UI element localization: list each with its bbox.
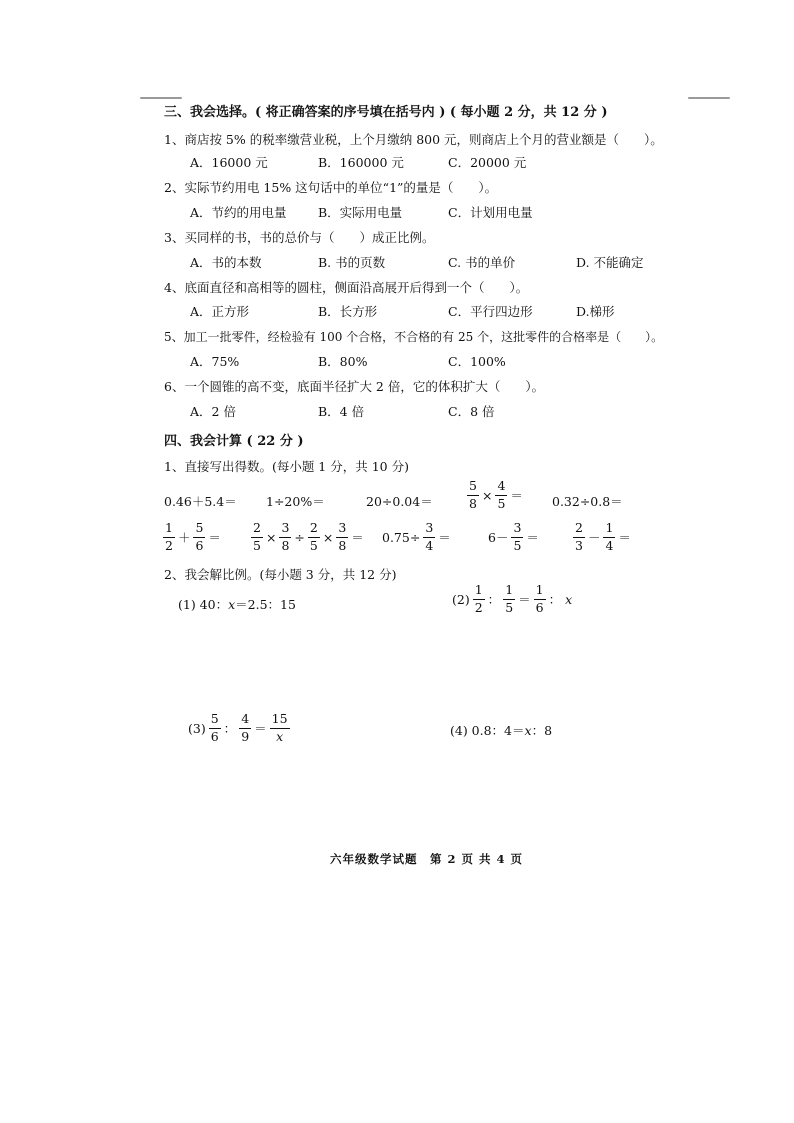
fraction: $\frac{5}{8}$: [469, 478, 477, 511]
q6-option-b: B．4 倍: [318, 404, 365, 419]
fraction: $\frac{1}{4}$: [605, 520, 614, 553]
q3-option-a: A．书的本数: [190, 255, 262, 270]
proportion-1: (1) 40：x＝2.5：15: [178, 597, 296, 612]
scan-mark-left: [140, 97, 182, 99]
fraction: $\frac{2}{5}$: [309, 520, 318, 553]
q4-option-b: B．长方形: [318, 304, 378, 319]
fraction: $\frac{2}{5}$: [253, 520, 261, 553]
calc-r1-e3: 20÷0.04＝: [366, 494, 433, 509]
question-5: 5、加工一批零件，经检验有 100 个合格，不合格的有 25 个，这批零件的合格率是（ ）。: [164, 330, 664, 344]
q6-option-a: A．2 倍: [190, 404, 236, 419]
q2-option-c: C．计划用电量: [448, 205, 533, 220]
proportion-4: (4) 0.8：4＝x：8: [450, 723, 553, 738]
section3-title: 三、我会选择。( 将正确答案的序号填在括号内 ) ( 每小题 2 分，共 12 分 ): [164, 105, 608, 120]
calc-r2-e1: $\frac{1}{2}$ ＋ $\frac{5}{6}$ ＝: [165, 520, 221, 553]
fraction: $\frac{1}{2}$: [474, 582, 483, 615]
q1-option-a: A．16000 元: [190, 155, 268, 170]
question-6: 6、一个圆锥的高不变，底面半径扩大 2 倍，它的体积扩大（ ）。: [164, 379, 545, 394]
q4-option-a: A．正方形: [190, 304, 250, 319]
calc-r1-e4: $\frac{5}{8}$ × $\frac{4}{5}$ ＝: [469, 478, 523, 511]
fraction: $\frac{3}{8}$: [338, 520, 347, 553]
q1-option-b: B．160000 元: [318, 155, 404, 170]
fraction: $\frac{5}{6}$: [195, 520, 204, 553]
question-4: 4、底面直径和高相等的圆柱，侧面沿高展开后得到一个（ ）。: [164, 280, 529, 295]
fraction: $\frac{1}{2}$: [165, 520, 173, 553]
fraction: $\frac{3}{4}$: [425, 520, 434, 553]
fraction: $\frac{15}{x}$: [271, 711, 288, 744]
fraction: $\frac{1}{6}$: [535, 582, 544, 615]
fraction: $\frac{3}{5}$: [513, 520, 522, 553]
calc-r1-e2: 1÷20%＝: [266, 494, 325, 509]
calc-r2-e4: 6－ $\frac{3}{5}$ ＝: [488, 520, 539, 553]
q4-option-d: D.梯形: [576, 304, 615, 319]
fraction: $\frac{3}{8}$: [281, 520, 290, 553]
calc-r1-e5: 0.32÷0.8＝: [552, 494, 623, 509]
q2-option-a: A．节约的用电量: [190, 205, 287, 220]
proportion-2: (2) $\frac{1}{2}$ ： $\frac{1}{5}$ ＝ $\frac{1}{6}$ ： x: [452, 582, 573, 615]
q5-option-a: A．75%: [190, 354, 240, 369]
fraction: $\frac{2}{3}$: [575, 520, 583, 553]
question-3: 3、买同样的书，书的总价与（ ）成正比例。: [164, 230, 435, 245]
q6-option-c: C．8 倍: [448, 404, 495, 419]
calc-r1-e1: 0.46＋5.4＝: [164, 494, 237, 509]
section4-title: 四、我会计算 ( 22 分 ): [164, 434, 304, 449]
fraction: $\frac{4}{9}$: [241, 711, 250, 744]
q5-option-c: C．100%: [448, 354, 506, 369]
part1-title: 1、直接写出得数。(每小题 1 分，共 10 分): [164, 459, 409, 474]
fraction: $\frac{5}{6}$: [210, 711, 219, 744]
fraction: $\frac{4}{5}$: [497, 478, 506, 511]
q3-option-b: B. 书的页数: [318, 255, 386, 270]
q2-option-b: B．实际用电量: [318, 205, 403, 220]
proportion-3: (3) $\frac{5}{6}$ ： $\frac{4}{9}$ ＝ $\frac{15}{x}$: [188, 711, 288, 744]
q4-option-c: C．平行四边形: [448, 304, 533, 319]
part2-title: 2、我会解比例。(每小题 3 分，共 12 分): [164, 567, 397, 582]
q3-option-d: D. 不能确定: [576, 255, 644, 270]
q1-option-c: C．20000 元: [448, 155, 527, 170]
fraction: $\frac{1}{5}$: [505, 582, 514, 615]
calc-r2-e3: 0.75÷ $\frac{3}{4}$ ＝: [382, 520, 451, 553]
q5-option-b: B．80%: [318, 354, 368, 369]
question-1: 1、商店按 5% 的税率缴营业税，上个月缴纳 800 元，则商店上个月的营业额是（ ）。: [164, 132, 663, 147]
question-2: 2、实际节约用电 15% 这句话中的单位“1”的量是（ ）。: [164, 180, 498, 195]
calc-r2-e5: $\frac{2}{3}$ － $\frac{1}{4}$ ＝: [575, 520, 631, 553]
q3-option-c: C. 书的单价: [448, 255, 516, 270]
scan-mark-right: [688, 97, 730, 99]
calc-r2-e2: $\frac{2}{5}$ × $\frac{3}{8}$ ÷ $\frac{2}{5}$ × $\frac{3}{8}$ ＝: [253, 520, 364, 553]
page-footer: 六年级数学试题 第 2 页 共 4 页: [330, 852, 524, 866]
